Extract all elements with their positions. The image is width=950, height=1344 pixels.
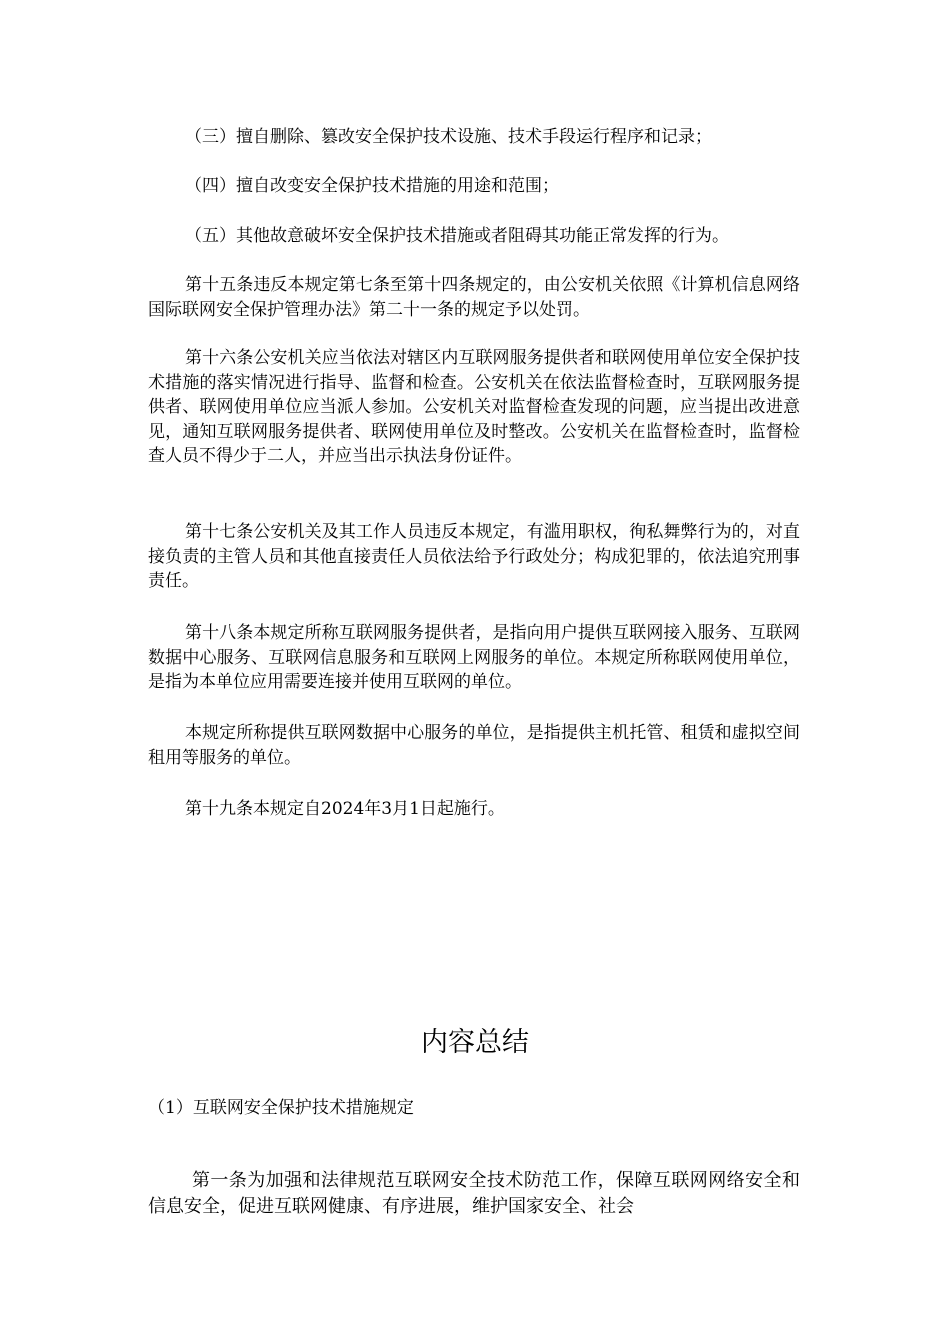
item-five: （五）其他故意破坏安全保护技术措施或者阻碍其功能正常发挥的行为。 [185, 226, 729, 246]
article-15: 第十五条违反本规定第七条至第十四条规定的，由公安机关依照《计算机信息网络国际联网安全保护管理办法》第二十一条的规定予以处罚。 [148, 275, 800, 320]
article-16: 第十六条公安机关应当依法对辖区内互联网服务提供者和联网使用单位安全保护技术措施的落实情况进行指导、监督和检查。公安机关在依法监督检查时，互联网服务提供者、联网使用单位应当派人参加。公安机关对监督检查发现的问题，应当提出改进意见，通知互联网服务提供者、联网使用单位及时整改。公安机关在监督检查时，监督检查人员不得少于二人，并应当出示执法身份证件。 [148, 348, 800, 466]
article-19: 第十九条本规定自2024年3月1日起施行。 [185, 799, 505, 819]
item-three: （三）擅自删除、篡改安全保护技术设施、技术手段运行程序和记录； [185, 127, 712, 147]
article-18: 第十八条本规定所称互联网服务提供者，是指向用户提供互联网接入服务、互联网数据中心服务、互联网信息服务和互联网上网服务的单位。本规定所称联网使用单位，是指为本单位应用需要连接并使用互联网的单位。 [148, 623, 800, 692]
summary-title: 内容总结 [421, 1027, 529, 1058]
article-17: 第十七条公安机关及其工作人员违反本规定，有滥用职权，徇私舞弊行为的，对直接负责的主管人员和其他直接责任人员依法给予行政处分；构成犯罪的，依法追究刑事责任。 [148, 522, 800, 591]
article-18-definition: 本规定所称提供互联网数据中心服务的单位，是指提供主机托管、租赁和虚拟空间租用等服务的单位。 [148, 723, 800, 768]
summary-heading: （1）互联网安全保护技术措施规定 [148, 1098, 414, 1118]
item-four: （四）擅自改变安全保护技术措施的用途和范围； [185, 176, 559, 196]
summary-body: 第一条为加强和法律规范互联网安全技术防范工作，保障互联网网络安全和信息安全，促进互联网健康、有序进展，维护国家安全、社会 [148, 1170, 800, 1217]
